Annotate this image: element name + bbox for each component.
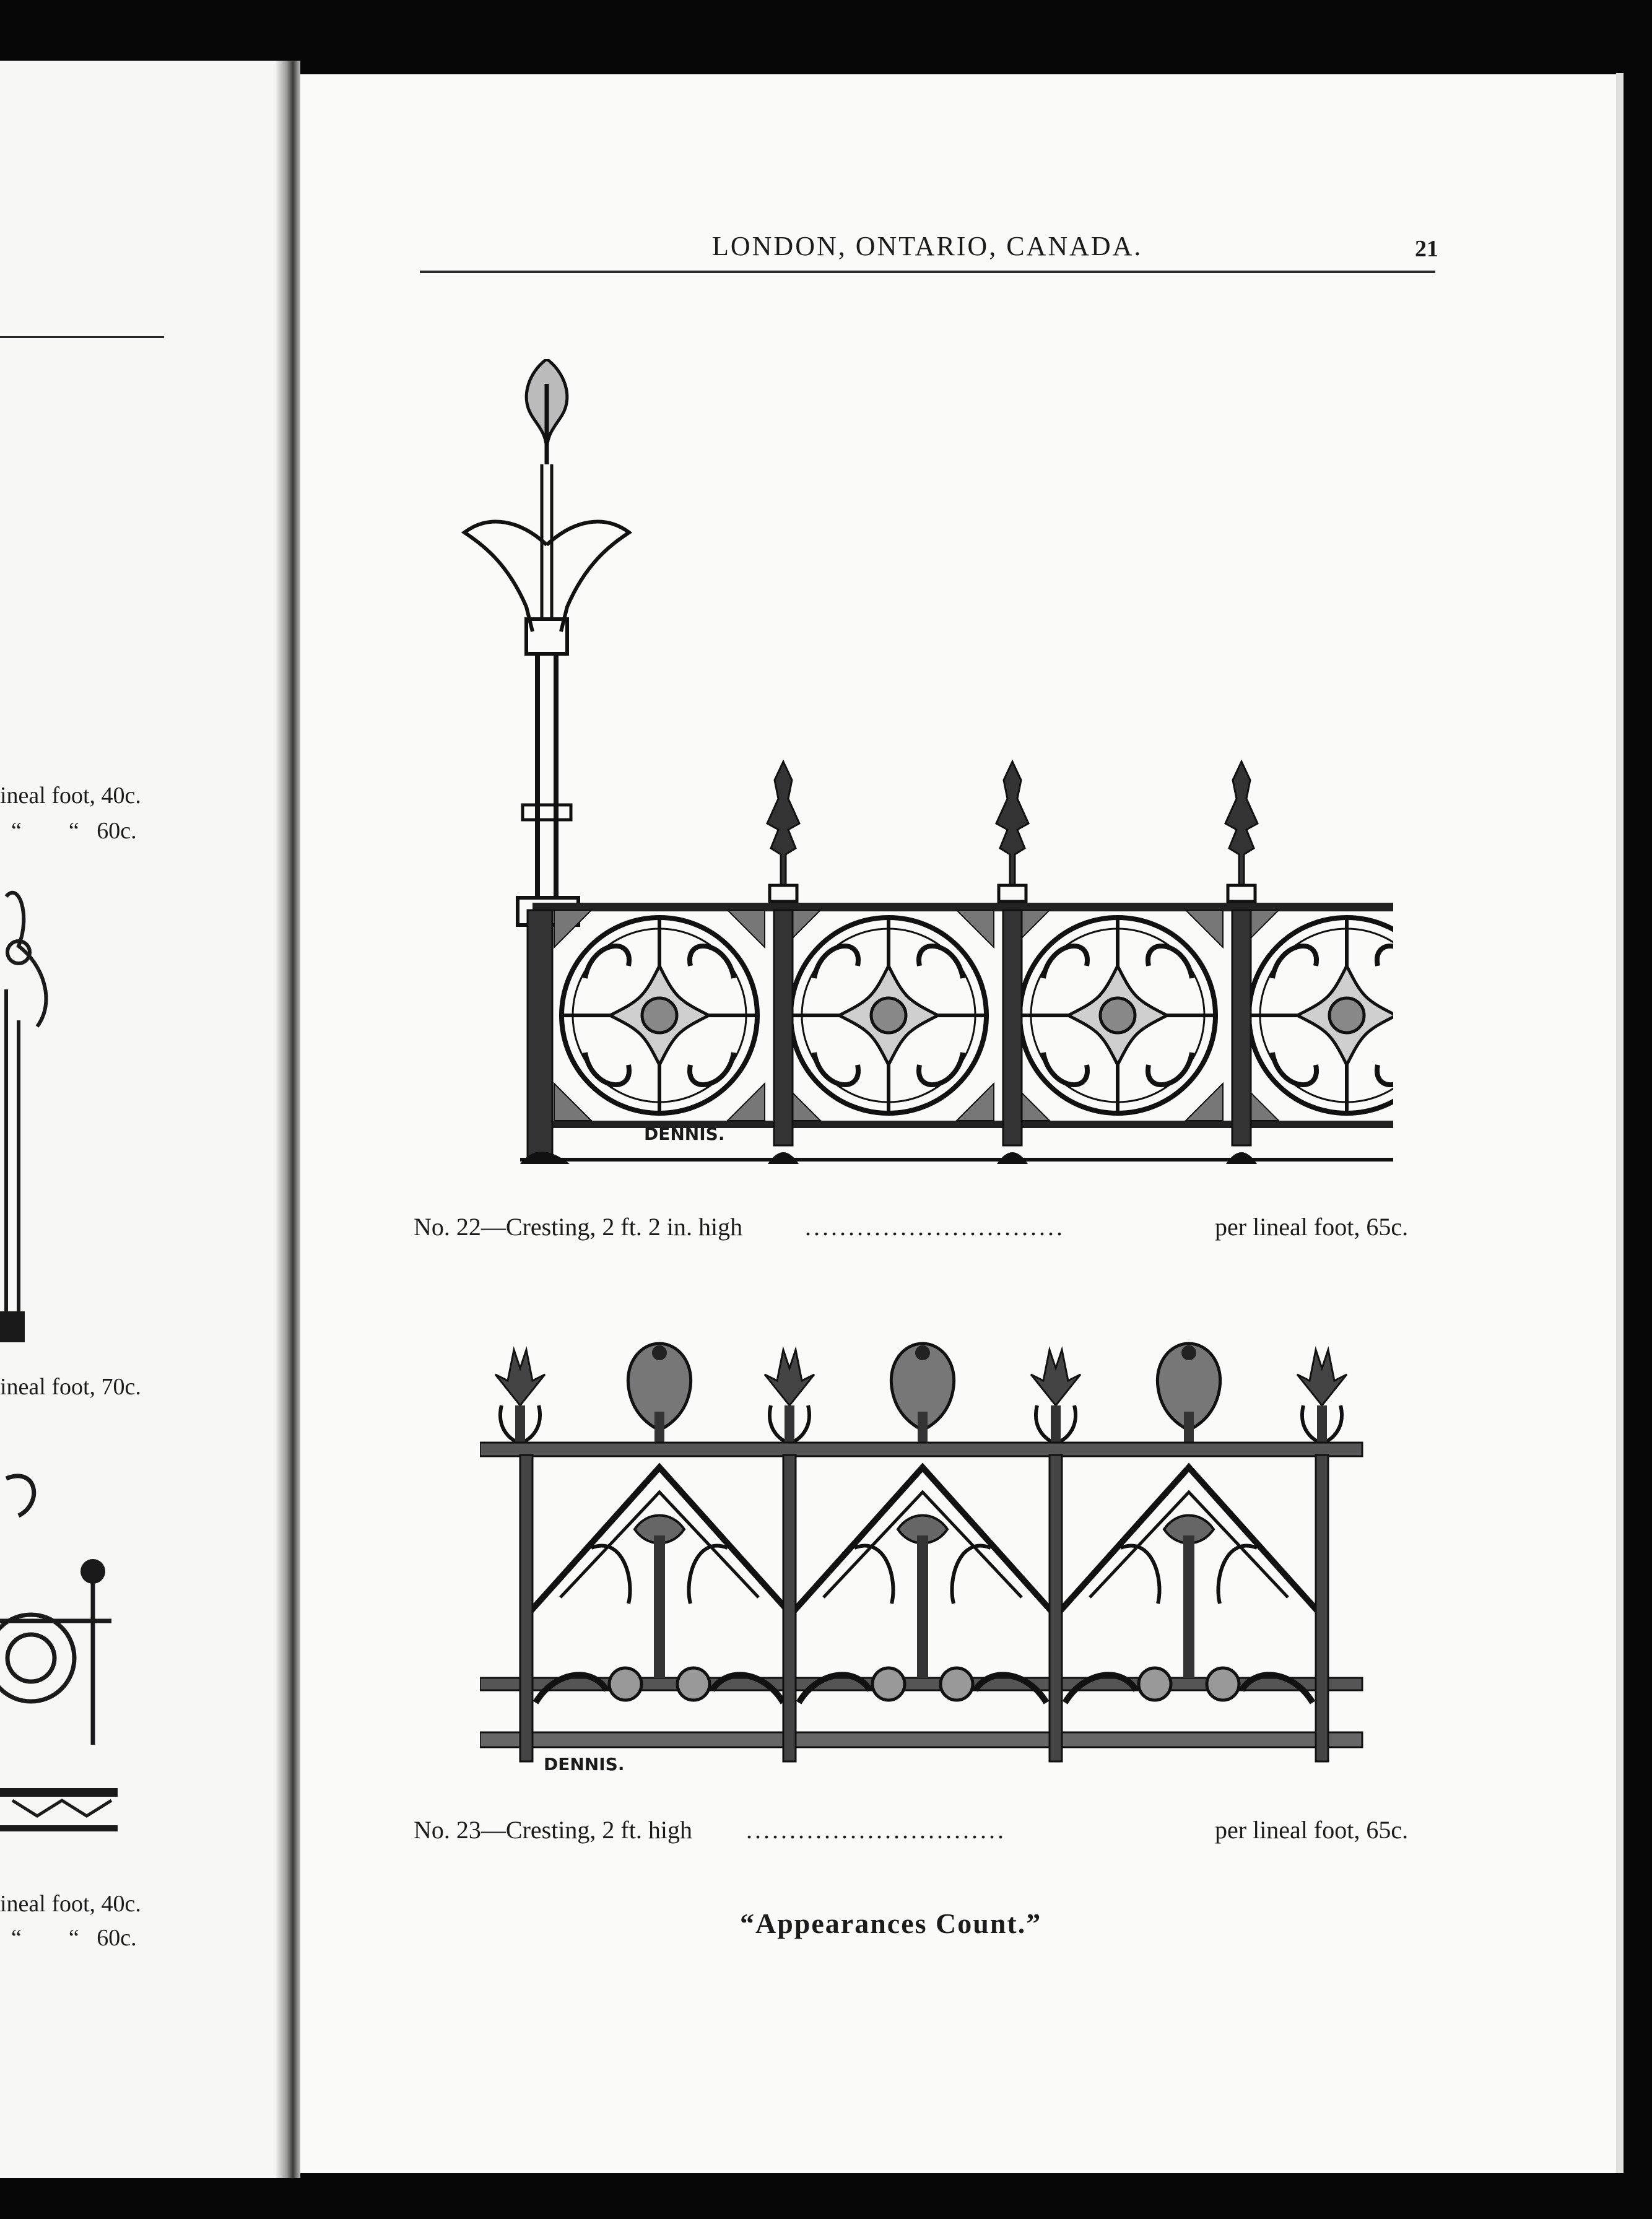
left-price-line-2: “ “ 60c.: [11, 818, 137, 844]
left-price-line-1: ineal foot, 40c.: [0, 783, 141, 809]
page-edge: [1616, 73, 1624, 2173]
header-rule: [420, 271, 1435, 273]
left-gate-fragment: [0, 878, 68, 1348]
item-22-leader: ..............................: [805, 1213, 1065, 1241]
left-page: [0, 61, 276, 2178]
book-gutter: [276, 61, 300, 2178]
foundry-mark-23: DENNIS.: [544, 1754, 625, 1774]
page-number: 21: [1415, 236, 1438, 262]
slogan: “Appearances Count.”: [740, 1908, 1042, 1939]
item-23-price: per lineal foot, 65c.: [1215, 1816, 1409, 1844]
item-23-leader: ..............................: [746, 1816, 1006, 1844]
left-header-rule: [0, 336, 164, 338]
cresting-no-22-illustration: [458, 359, 1393, 1176]
item-22-description: No. 22—Cresting, 2 ft. 2 in. high: [414, 1213, 743, 1241]
left-price-line-3: ineal foot, 70c.: [0, 1374, 141, 1400]
cresting-no-23-illustration: [480, 1331, 1365, 1771]
left-price-line-4: ineal foot, 40c.: [0, 1891, 141, 1917]
running-header-title: LONDON, ONTARIO, CANADA.: [712, 231, 1143, 261]
foundry-mark-22: DENNIS.: [644, 1124, 725, 1144]
item-23-description: No. 23—Cresting, 2 ft. high: [414, 1816, 692, 1844]
left-price-line-5: “ “ 60c.: [11, 1925, 137, 1951]
left-cresting-fragment: [0, 1454, 124, 1844]
item-22-price: per lineal foot, 65c.: [1215, 1213, 1409, 1241]
